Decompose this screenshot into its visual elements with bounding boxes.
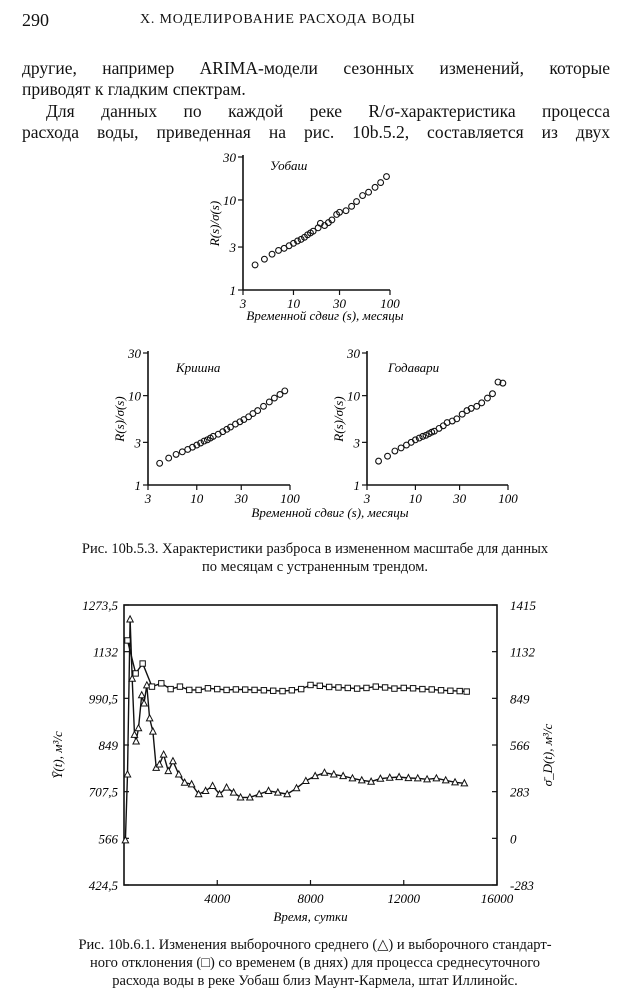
std-point — [438, 688, 443, 693]
std-point — [280, 688, 285, 693]
mean-point — [124, 771, 130, 777]
x-tick-label: 100 — [280, 491, 300, 506]
mean-point — [160, 751, 166, 757]
y-tick-label: 10 — [347, 388, 360, 404]
std-point — [373, 684, 378, 689]
x-tick-label: 3 — [363, 491, 371, 506]
data-point — [360, 193, 366, 199]
std-point — [205, 686, 210, 691]
data-point — [378, 180, 384, 186]
left-tick-label: 1273,5 — [82, 598, 118, 613]
data-point — [392, 448, 398, 454]
x-tick-label: 3 — [144, 491, 152, 506]
data-point — [385, 453, 391, 459]
data-point — [282, 388, 288, 394]
std-point — [125, 638, 130, 643]
xlabel-top-panel: Временной сдвиг (s), месяцы — [246, 308, 404, 323]
right-tick-label: 849 — [510, 691, 530, 707]
mean-point — [135, 725, 141, 731]
figure-10b53 — [0, 140, 629, 540]
x-tick-label: 100 — [380, 296, 400, 311]
std-point — [298, 686, 303, 691]
left-y-axis-label: Ȳ(t), м³/с — [50, 731, 65, 779]
caption-10b61-line-1: Рис. 10b.6.1. Изменения выборочного среднего (△) и выборочного стандарт- — [78, 937, 552, 953]
y-tick-label: 1 — [134, 478, 141, 493]
y-tick-label: 3 — [134, 435, 141, 451]
std-point — [252, 687, 257, 692]
y-tick-label: 10 — [128, 388, 141, 404]
panel-title: Кришна — [176, 360, 221, 375]
body-text-line-3: Для данных по каждой реке R/σ-характеристика процесса — [46, 101, 610, 121]
left-tick-label: 849 — [98, 738, 118, 753]
caption-10b53-line-1: Рис. 10b.5.3. Характеристики разброса в измененном масштабе для данных — [81, 541, 549, 557]
data-point — [157, 460, 163, 466]
right-y-axis-label: σ̄_D(t), м³/с — [540, 723, 555, 787]
body-text-line-1: другие, например ARIMA-модели сезонных изменений, которые — [22, 58, 610, 78]
std-point — [401, 685, 406, 690]
x-tick-label: 30 — [453, 491, 467, 506]
y-tick-label: 3 — [229, 240, 236, 256]
x-tick-label: 10 — [286, 296, 300, 311]
mean-point — [133, 738, 139, 744]
data-point — [255, 408, 261, 414]
std-point — [420, 686, 425, 691]
std-point — [233, 687, 238, 692]
data-point — [276, 248, 282, 254]
std-point — [159, 681, 164, 686]
data-point — [271, 395, 277, 401]
caption-10b53-line-2: по месяцам с устраненным трендом. — [201, 559, 429, 575]
y-tick-label: 10 — [223, 192, 236, 208]
std-point — [410, 686, 415, 691]
std-point — [336, 685, 341, 690]
page-number: 290 — [22, 10, 49, 30]
y-axis-label: R(s)/σ(s) — [207, 200, 222, 247]
data-point — [261, 403, 267, 409]
mean-point — [265, 787, 271, 793]
std-point — [354, 686, 359, 691]
mean-point — [170, 758, 176, 764]
caption-10b61-line-3: расхода воды в реке Уобаш близ Маунт-Кармела, штат Иллинойс. — [112, 973, 518, 989]
std-point — [317, 683, 322, 688]
mean-point — [156, 761, 162, 767]
data-point — [343, 208, 349, 214]
mean-point — [165, 768, 171, 774]
left-tick-label: 566 — [98, 831, 118, 847]
data-point — [354, 199, 360, 205]
left-tick-label: 707,5 — [88, 784, 118, 800]
std-point — [224, 687, 229, 692]
y-tick-label: 30 — [128, 346, 141, 361]
std-point — [177, 684, 182, 689]
mean-point — [202, 787, 208, 793]
left-tick-label: 990,5 — [88, 691, 118, 707]
x-tick-label: 8000 — [297, 891, 324, 906]
std-point — [464, 689, 469, 694]
x-tick-label: 12000 — [387, 891, 420, 906]
std-point — [243, 687, 248, 692]
mean-point — [321, 769, 327, 775]
std-point — [392, 686, 397, 691]
mean-point — [122, 837, 128, 843]
x-tick-label: 4000 — [204, 891, 231, 906]
plot-frame — [124, 605, 497, 885]
data-point — [266, 399, 272, 405]
scatter-panel-krishna — [112, 346, 300, 506]
right-tick-label: 1132 — [510, 644, 536, 660]
data-point — [384, 174, 390, 180]
running-title: X. МОДЕЛИРОВАНИЕ РАСХОДА ВОДЫ — [140, 12, 416, 27]
right-tick-label: 283 — [510, 784, 530, 800]
std-point — [271, 688, 276, 693]
data-point — [173, 452, 179, 458]
std-point — [429, 687, 434, 692]
left-tick-label: 424,5 — [88, 878, 118, 893]
x-tick-label: 16000 — [480, 891, 514, 906]
scatter-panel-godavari — [331, 346, 518, 506]
caption-10b61-line-2: ного отклонения (□) со временем (в днях) для процесса среднесуточного — [89, 955, 541, 971]
body-text-line-4: расхода воды, приведенная на рис. 10b.5.2, составляется из двух — [22, 122, 610, 142]
y-tick-label: 1 — [229, 283, 236, 298]
data-point — [166, 455, 172, 461]
data-point — [252, 262, 258, 268]
right-tick-label: 0 — [510, 831, 517, 847]
y-tick-label: 30 — [347, 346, 360, 361]
std-point — [187, 687, 192, 692]
y-tick-label: 3 — [353, 435, 360, 451]
std-point — [261, 688, 266, 693]
x-tick-label: 10 — [190, 491, 204, 506]
std-point — [140, 661, 145, 666]
std-point — [149, 684, 154, 689]
scatter-panel-wabash — [207, 150, 400, 311]
mean-point — [209, 782, 215, 788]
mean-point — [230, 789, 236, 795]
x-tick-label: 100 — [498, 491, 518, 506]
y-axis-label: R(s)/σ(s) — [112, 396, 127, 442]
mean-series-line — [125, 619, 464, 840]
right-tick-label: 1415 — [510, 598, 536, 613]
y-axis-label: R(s)/σ(s) — [331, 396, 346, 442]
left-tick-label: 1132 — [92, 644, 118, 660]
std-point — [168, 686, 173, 691]
std-point — [382, 685, 387, 690]
std-point — [196, 687, 201, 692]
x-tick-label: 30 — [333, 296, 347, 311]
data-point — [372, 184, 378, 190]
body-text-line-2: приводят к гладким спектрам. — [22, 79, 246, 99]
data-point — [485, 395, 491, 401]
std-point — [364, 685, 369, 690]
x-tick-label: 30 — [234, 491, 248, 506]
y-tick-label: 1 — [353, 478, 360, 493]
x-axis-label: Время, сутки — [273, 909, 348, 924]
mean-point — [176, 771, 182, 777]
std-point — [448, 688, 453, 693]
right-tick-label: 566 — [510, 738, 530, 753]
y-tick-label: 30 — [223, 150, 236, 165]
mean-point — [146, 715, 152, 721]
data-point — [366, 189, 372, 195]
mean-point — [150, 728, 156, 734]
std-point — [133, 671, 138, 676]
std-point — [289, 688, 294, 693]
std-point — [308, 682, 313, 687]
xlabel-bottom-panels: Временной сдвиг (s), месяцы — [251, 505, 409, 520]
x-tick-label: 10 — [408, 491, 422, 506]
mean-point — [139, 692, 145, 698]
data-point — [262, 256, 268, 262]
figure-10b61 — [0, 590, 629, 930]
mean-point — [223, 784, 229, 790]
std-point — [457, 688, 462, 693]
std-point — [345, 685, 350, 690]
data-point — [269, 251, 275, 257]
data-point — [376, 458, 382, 464]
right-tick-label: -283 — [510, 878, 534, 893]
x-tick-label: 3 — [239, 296, 247, 311]
data-point — [490, 391, 496, 397]
std-point — [215, 686, 220, 691]
std-point — [326, 684, 331, 689]
panel-title: Годавари — [388, 360, 440, 375]
mean-point — [127, 616, 133, 622]
data-point — [479, 400, 485, 406]
data-point — [349, 203, 355, 209]
panel-title: Уобаш — [270, 158, 308, 173]
